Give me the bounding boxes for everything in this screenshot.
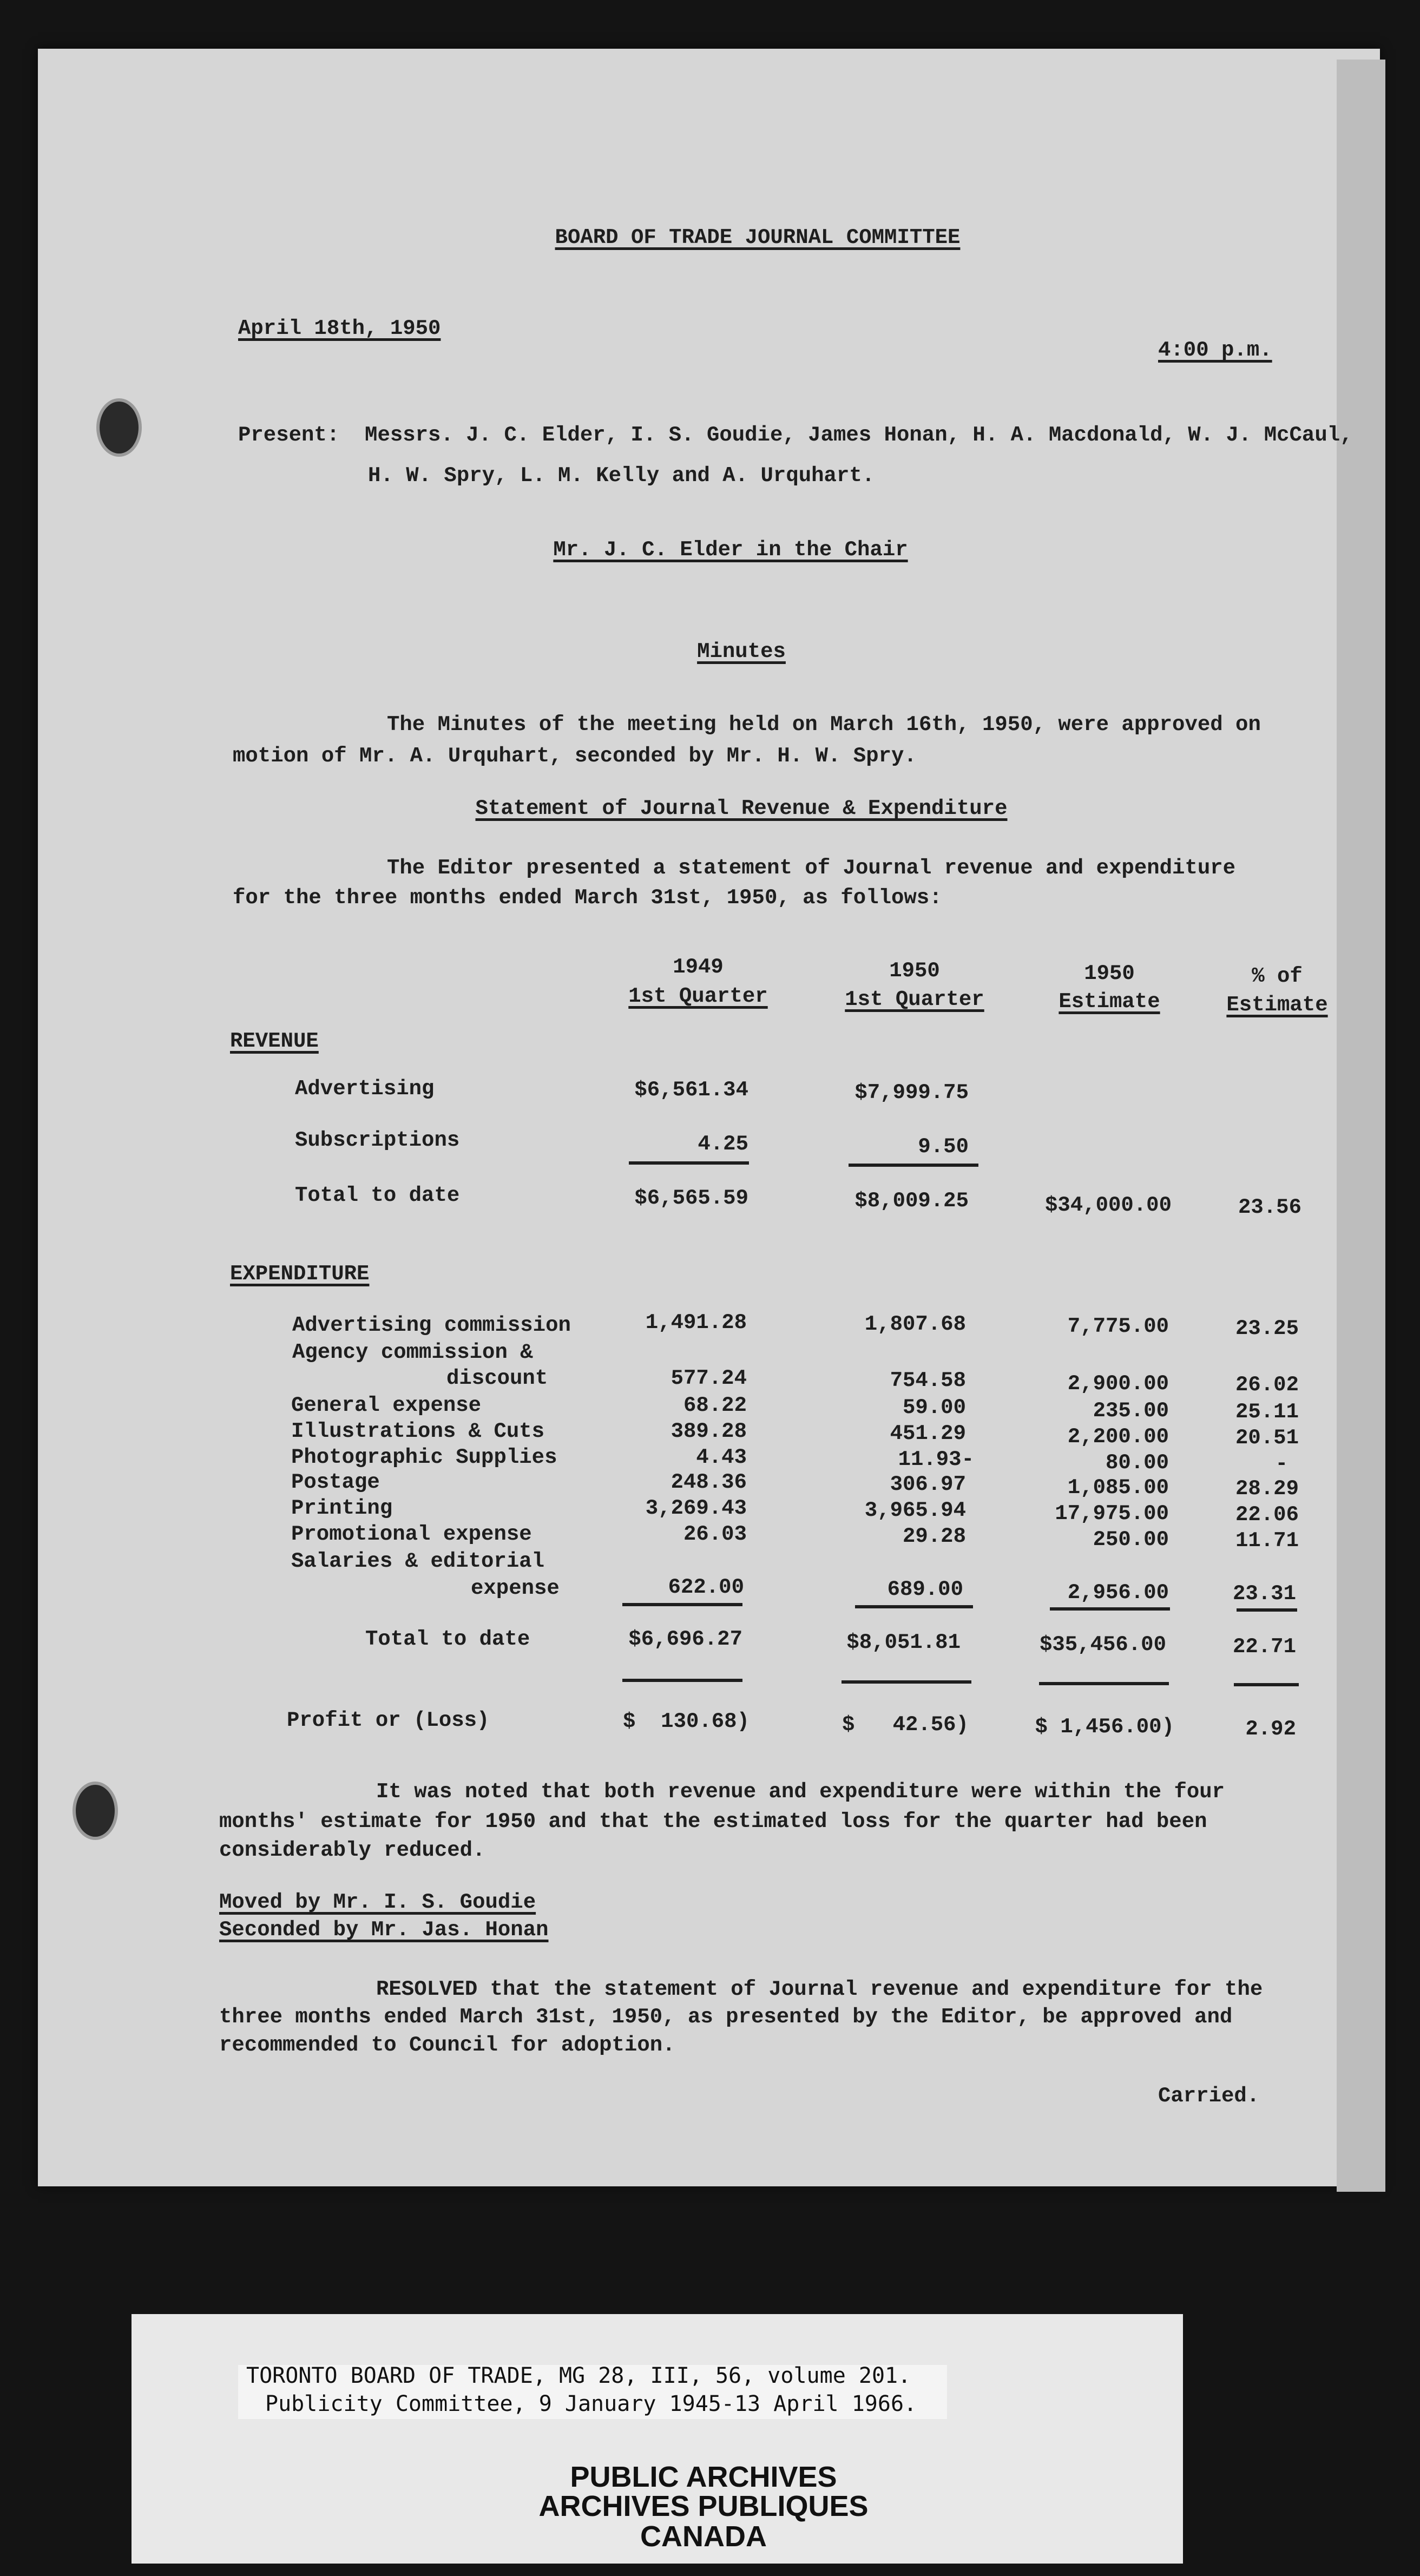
cell: 20.51	[1235, 1426, 1299, 1450]
statement-heading: Statement of Journal Revenue & Expenditure	[475, 797, 1008, 820]
row-label: Printing	[291, 1496, 393, 1520]
noted-paragraph-1: It was noted that both revenue and expenditure were within the four	[376, 1780, 1225, 1804]
noted-paragraph-3: considerably reduced.	[219, 1838, 485, 1862]
cell: $ 42.56)	[842, 1713, 969, 1737]
underline-rule	[629, 1161, 749, 1165]
cell: 4.43	[696, 1445, 747, 1469]
underline-rule	[1050, 1607, 1170, 1611]
cell: 9.50	[918, 1135, 969, 1159]
row-label: Postage	[291, 1470, 380, 1494]
meeting-date: April 18th, 1950	[238, 317, 441, 340]
row-label: General expense	[291, 1394, 482, 1417]
cell: 3,965.94	[864, 1499, 966, 1522]
archive-reference-line-1: TORONTO BOARD OF TRADE, MG 28, III, 56, volume 201.	[246, 2363, 911, 2388]
cell: -	[1275, 1452, 1288, 1476]
row-label: Illustrations & Cuts	[291, 1420, 545, 1443]
col-header-bottom: 1st Quarter	[628, 984, 768, 1008]
resolved-paragraph-3: recommended to Council for adoption.	[219, 2033, 675, 2057]
cell: 23.25	[1235, 1317, 1299, 1340]
cell: 306.97	[890, 1473, 966, 1496]
cell: $7,999.75	[854, 1081, 969, 1105]
expenditure-heading: EXPENDITURE	[230, 1262, 370, 1286]
row-label: Photographic Supplies	[291, 1445, 557, 1469]
moved-by: Moved by Mr. I. S. Goudie	[219, 1890, 536, 1914]
underline-rule	[622, 1679, 742, 1682]
col-header-top: 1950	[889, 959, 940, 983]
cell: 26.02	[1235, 1373, 1299, 1397]
seconded-by: Seconded by Mr. Jas. Honan	[219, 1918, 549, 1942]
row-label: Total to date	[365, 1627, 530, 1651]
cell: $ 130.68)	[622, 1710, 750, 1733]
col-header-top: 1950	[1084, 962, 1135, 985]
cell: 11.71	[1235, 1529, 1299, 1553]
cell: $6,696.27	[628, 1627, 742, 1651]
underline-rule	[1039, 1682, 1169, 1685]
punch-hole	[96, 398, 142, 457]
cell: 1,085.00	[1067, 1476, 1169, 1500]
cell: 577.24	[670, 1366, 747, 1390]
cell: 17,975.00	[1055, 1502, 1169, 1526]
underline-rule	[842, 1680, 971, 1684]
archive-stamp-line-1: PUBLIC ARCHIVES	[570, 2461, 837, 2493]
cell: 80.00	[1105, 1451, 1169, 1475]
cell: 2,900.00	[1067, 1372, 1169, 1396]
cell: 26.03	[683, 1522, 747, 1546]
row-label: Profit or (Loss)	[287, 1708, 490, 1732]
cell: 235.00	[1093, 1399, 1169, 1423]
archive-reference-line-2: Publicity Committee, 9 January 1945-13 April 1966.	[265, 2391, 917, 2416]
archive-stamp-line-3: CANADA	[640, 2520, 767, 2553]
cell: 7,775.00	[1067, 1315, 1169, 1338]
cell: 29.28	[902, 1524, 966, 1548]
cell: 25.11	[1235, 1400, 1299, 1424]
cell: 1,491.28	[645, 1311, 747, 1335]
cell: 23.31	[1232, 1582, 1296, 1606]
cell: 59.00	[902, 1396, 966, 1420]
cell: 2,956.00	[1067, 1581, 1169, 1605]
cell: 22.71	[1232, 1635, 1296, 1659]
cell: 4.25	[698, 1132, 748, 1156]
minutes-paragraph-1: The Minutes of the meeting held on March 16th, 1950, were approved on	[387, 713, 1261, 737]
col-header-bottom: 1st Quarter	[845, 988, 984, 1011]
punch-hole	[73, 1782, 118, 1840]
cell: $6,561.34	[634, 1078, 748, 1102]
row-label-continued: discount	[446, 1366, 548, 1390]
cell: 754.58	[890, 1369, 966, 1392]
cell: 28.29	[1235, 1477, 1299, 1501]
cell: 23.56	[1238, 1195, 1301, 1219]
document-page	[38, 49, 1380, 2186]
cell: $8,009.25	[854, 1189, 969, 1213]
cell: 68.22	[683, 1394, 747, 1417]
resolved-paragraph-2: three months ended March 31st, 1950, as presented by the Editor, be approved and	[219, 2005, 1233, 2029]
meeting-time: 4:00 p.m.	[1158, 338, 1272, 362]
col-header-top: 1949	[673, 955, 724, 979]
underline-rule	[1234, 1683, 1299, 1686]
underline-rule	[1237, 1608, 1297, 1612]
cell: 250.00	[1093, 1528, 1169, 1552]
underline-rule	[622, 1603, 742, 1606]
cell: $35,456.00	[1039, 1633, 1166, 1657]
page-edge	[1337, 60, 1385, 2192]
row-label: Advertising	[295, 1077, 435, 1101]
cell: 689.00	[887, 1578, 963, 1601]
editor-paragraph-1: The Editor presented a statement of Journal revenue and expenditure	[387, 856, 1236, 880]
editor-paragraph-2: for the three months ended March 31st, 1950, as follows:	[233, 886, 942, 910]
row-label: Salaries & editorial	[291, 1549, 545, 1573]
resolved-paragraph-1: RESOLVED that the statement of Journal revenue and expenditure for the	[376, 1977, 1263, 2001]
present-line-1: Present: Messrs. J. C. Elder, I. S. Goudie, James Honan, H. A. Macdonald, W. J. McCaul,	[238, 423, 1353, 447]
carried-text: Carried.	[1158, 2084, 1260, 2108]
present-line-2: H. W. Spry, L. M. Kelly and A. Urquhart.	[368, 464, 875, 488]
row-label: Promotional expense	[291, 1522, 532, 1546]
cell: 248.36	[670, 1470, 747, 1494]
cell: $34,000.00	[1044, 1193, 1172, 1217]
row-label: Agency commission &	[292, 1340, 533, 1364]
cell: 389.28	[670, 1420, 747, 1443]
underline-rule	[849, 1164, 978, 1167]
underline-rule	[855, 1605, 973, 1608]
col-header-bottom: Estimate	[1226, 993, 1328, 1017]
cell: 1,807.68	[864, 1312, 966, 1336]
chair-heading: Mr. J. C. Elder in the Chair	[553, 538, 908, 562]
cell: $ 1,456.00)	[1035, 1715, 1174, 1739]
row-label-continued: expense	[471, 1576, 560, 1600]
revenue-heading: REVENUE	[230, 1029, 319, 1053]
cell: $8,051.81	[846, 1631, 961, 1654]
document-title: BOARD OF TRADE JOURNAL COMMITTEE	[555, 226, 961, 249]
cell: 3,269.43	[645, 1496, 747, 1520]
noted-paragraph-2: months' estimate for 1950 and that the estimated loss for the quarter had been	[219, 1810, 1207, 1834]
cell: 2.92	[1245, 1717, 1296, 1741]
cell: 2,200.00	[1067, 1425, 1169, 1449]
row-label: Total to date	[295, 1184, 460, 1207]
minutes-paragraph-2: motion of Mr. A. Urquhart, seconded by Mr. H. W. Spry.	[233, 744, 917, 768]
cell: 451.29	[890, 1422, 966, 1445]
cell: 22.06	[1235, 1503, 1299, 1527]
cell: $6,565.59	[634, 1186, 748, 1210]
col-header-bottom: Estimate	[1059, 990, 1160, 1014]
cell: 11.93-	[898, 1448, 974, 1471]
cell: 622.00	[668, 1575, 744, 1599]
row-label: Advertising commission	[292, 1313, 571, 1337]
archive-stamp-line-2: ARCHIVES PUBLIQUES	[538, 2490, 869, 2522]
col-header-top: % of	[1252, 964, 1303, 988]
minutes-heading: Minutes	[697, 640, 786, 663]
row-label: Subscriptions	[295, 1128, 460, 1152]
